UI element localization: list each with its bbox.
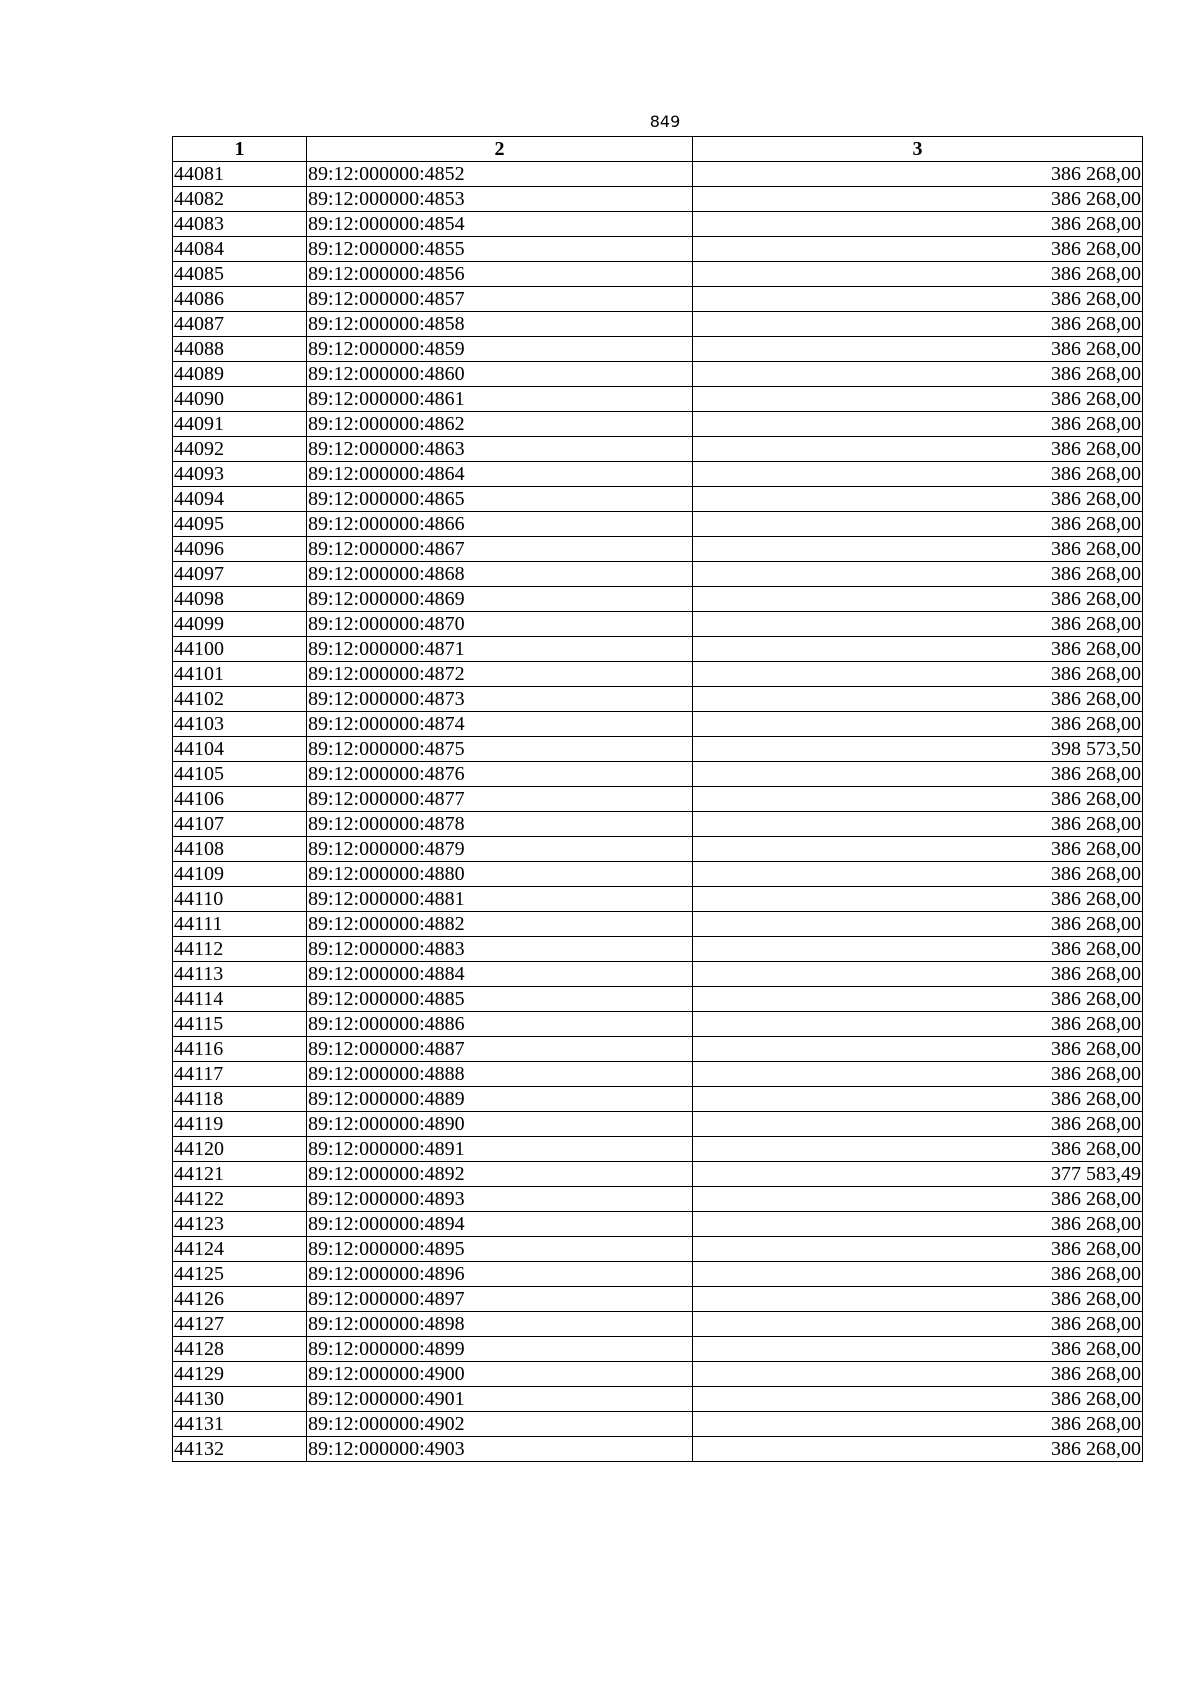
row-number-cell: 44112: [173, 937, 307, 962]
table-row: [173, 312, 1143, 337]
value-cell: 386 268,00: [693, 387, 1143, 412]
row-number-cell: 44104: [173, 737, 307, 762]
cadastral-number-cell: 89:12:000000:4867: [307, 537, 693, 562]
cadastral-number-cell: 89:12:000000:4903: [307, 1437, 693, 1462]
row-number-cell: 44108: [173, 837, 307, 862]
value-cell: 386 268,00: [693, 1112, 1143, 1137]
table-row: [173, 187, 1143, 212]
table-body: [173, 162, 1143, 1462]
row-number-cell: 44109: [173, 862, 307, 887]
row-number-cell: 44091: [173, 412, 307, 437]
value-cell: 386 268,00: [693, 537, 1143, 562]
value-cell: 386 268,00: [693, 462, 1143, 487]
cadastral-number-cell: 89:12:000000:4887: [307, 1037, 693, 1062]
table-row: [173, 1137, 1143, 1162]
row-number-cell: 44120: [173, 1137, 307, 1162]
row-number-cell: 44090: [173, 387, 307, 412]
table-row: [173, 562, 1143, 587]
row-number-cell: 44087: [173, 312, 307, 337]
value-cell: 386 268,00: [693, 437, 1143, 462]
row-number-cell: 44125: [173, 1262, 307, 1287]
table-row: [173, 162, 1143, 187]
row-number-cell: 44114: [173, 987, 307, 1012]
row-number-cell: 44124: [173, 1237, 307, 1262]
cadastral-number-cell: 89:12:000000:4897: [307, 1287, 693, 1312]
value-cell: 386 268,00: [693, 1387, 1143, 1412]
cadastral-number-cell: 89:12:000000:4874: [307, 712, 693, 737]
row-number-cell: 44098: [173, 587, 307, 612]
row-number-cell: 44089: [173, 362, 307, 387]
table-row: [173, 287, 1143, 312]
table-row: [173, 587, 1143, 612]
table-row: [173, 1412, 1143, 1437]
value-cell: 386 268,00: [693, 1262, 1143, 1287]
row-number-cell: 44101: [173, 662, 307, 687]
cadastral-number-cell: 89:12:000000:4898: [307, 1312, 693, 1337]
table-row: [173, 712, 1143, 737]
row-number-cell: 44100: [173, 637, 307, 662]
table-row: [173, 237, 1143, 262]
cadastral-number-cell: 89:12:000000:4896: [307, 1262, 693, 1287]
table-row: [173, 412, 1143, 437]
table-row: [173, 1012, 1143, 1037]
row-number-cell: 44088: [173, 337, 307, 362]
cadastral-number-cell: 89:12:000000:4861: [307, 387, 693, 412]
value-cell: 386 268,00: [693, 1312, 1143, 1337]
table-row: [173, 887, 1143, 912]
value-cell: 386 268,00: [693, 1412, 1143, 1437]
value-cell: 386 268,00: [693, 312, 1143, 337]
cadastral-number-cell: 89:12:000000:4870: [307, 612, 693, 637]
row-number-cell: 44107: [173, 812, 307, 837]
row-number-cell: 44097: [173, 562, 307, 587]
page-number: 849: [649, 112, 681, 131]
row-number-cell: 44127: [173, 1312, 307, 1337]
value-cell: 386 268,00: [693, 812, 1143, 837]
row-number-cell: 44105: [173, 762, 307, 787]
table-row: [173, 512, 1143, 537]
cadastral-number-cell: 89:12:000000:4876: [307, 762, 693, 787]
row-number-cell: 44093: [173, 462, 307, 487]
table-row: [173, 1262, 1143, 1287]
value-cell: 386 268,00: [693, 1337, 1143, 1362]
table-row: [173, 937, 1143, 962]
cadastral-number-cell: 89:12:000000:4878: [307, 812, 693, 837]
table-row: [173, 837, 1143, 862]
value-cell: 386 268,00: [693, 512, 1143, 537]
value-cell: 386 268,00: [693, 562, 1143, 587]
table-row: [173, 1337, 1143, 1362]
table-row: [173, 912, 1143, 937]
value-cell: 386 268,00: [693, 937, 1143, 962]
cadastral-number-cell: 89:12:000000:4869: [307, 587, 693, 612]
cadastral-number-cell: 89:12:000000:4866: [307, 512, 693, 537]
cadastral-number-cell: 89:12:000000:4885: [307, 987, 693, 1012]
cadastral-number-cell: 89:12:000000:4862: [307, 412, 693, 437]
cadastral-number-cell: 89:12:000000:4901: [307, 1387, 693, 1412]
value-cell: 386 268,00: [693, 1087, 1143, 1112]
cadastral-number-cell: 89:12:000000:4857: [307, 287, 693, 312]
table-row: [173, 1187, 1143, 1212]
table-row: [173, 337, 1143, 362]
row-number-cell: 44128: [173, 1337, 307, 1362]
cadastral-number-cell: 89:12:000000:4880: [307, 862, 693, 887]
value-cell: 386 268,00: [693, 212, 1143, 237]
value-cell: 386 268,00: [693, 612, 1143, 637]
header-col-2: 2: [307, 137, 693, 162]
row-number-cell: 44106: [173, 787, 307, 812]
row-number-cell: 44081: [173, 162, 307, 187]
table-header: [173, 137, 1143, 162]
value-cell: 386 268,00: [693, 187, 1143, 212]
value-cell: 386 268,00: [693, 237, 1143, 262]
table-row: [173, 787, 1143, 812]
row-number-cell: 44113: [173, 962, 307, 987]
cadastral-number-cell: 89:12:000000:4865: [307, 487, 693, 512]
cadastral-number-cell: 89:12:000000:4890: [307, 1112, 693, 1137]
cadastral-number-cell: 89:12:000000:4881: [307, 887, 693, 912]
value-cell: 386 268,00: [693, 1212, 1143, 1237]
cadastral-number-cell: 89:12:000000:4852: [307, 162, 693, 187]
cadastral-number-cell: 89:12:000000:4854: [307, 212, 693, 237]
row-number-cell: 44095: [173, 512, 307, 537]
table-row: [173, 212, 1143, 237]
header-col-3: 3: [693, 137, 1143, 162]
table-row: [173, 262, 1143, 287]
row-number-cell: 44129: [173, 1362, 307, 1387]
table-row: [173, 612, 1143, 637]
cadastral-number-cell: 89:12:000000:4855: [307, 237, 693, 262]
table-row: [173, 1437, 1143, 1462]
row-number-cell: 44103: [173, 712, 307, 737]
row-number-cell: 44116: [173, 1037, 307, 1062]
cadastral-number-cell: 89:12:000000:4863: [307, 437, 693, 462]
value-cell: 377 583,49: [693, 1162, 1143, 1187]
row-number-cell: 44115: [173, 1012, 307, 1037]
value-cell: 386 268,00: [693, 662, 1143, 687]
row-number-cell: 44130: [173, 1387, 307, 1412]
cadastral-number-cell: 89:12:000000:4888: [307, 1062, 693, 1087]
cadastral-table: [172, 136, 1143, 1462]
table-row: [173, 1237, 1143, 1262]
table-row: [173, 737, 1143, 762]
row-number-cell: 44094: [173, 487, 307, 512]
row-number-cell: 44121: [173, 1162, 307, 1187]
table-row: [173, 1112, 1143, 1137]
value-cell: 386 268,00: [693, 1237, 1143, 1262]
value-cell: 398 573,50: [693, 737, 1143, 762]
cadastral-number-cell: 89:12:000000:4875: [307, 737, 693, 762]
value-cell: 386 268,00: [693, 362, 1143, 387]
value-cell: 386 268,00: [693, 412, 1143, 437]
cadastral-number-cell: 89:12:000000:4853: [307, 187, 693, 212]
row-number-cell: 44110: [173, 887, 307, 912]
cadastral-number-cell: 89:12:000000:4886: [307, 1012, 693, 1037]
table-row: [173, 812, 1143, 837]
cadastral-number-cell: 89:12:000000:4877: [307, 787, 693, 812]
row-number-cell: 44119: [173, 1112, 307, 1137]
value-cell: 386 268,00: [693, 862, 1143, 887]
table-row: [173, 1037, 1143, 1062]
value-cell: 386 268,00: [693, 162, 1143, 187]
table-row: [173, 1162, 1143, 1187]
row-number-cell: 44096: [173, 537, 307, 562]
row-number-cell: 44085: [173, 262, 307, 287]
cadastral-number-cell: 89:12:000000:4882: [307, 912, 693, 937]
value-cell: 386 268,00: [693, 987, 1143, 1012]
table-row: [173, 687, 1143, 712]
table-row: [173, 437, 1143, 462]
table-row: [173, 862, 1143, 887]
row-number-cell: 44123: [173, 1212, 307, 1237]
cadastral-number-cell: 89:12:000000:4899: [307, 1337, 693, 1362]
header-col-1: 1: [173, 137, 307, 162]
cadastral-number-cell: 89:12:000000:4894: [307, 1212, 693, 1237]
row-number-cell: 44118: [173, 1087, 307, 1112]
value-cell: 386 268,00: [693, 1187, 1143, 1212]
table-row: [173, 1087, 1143, 1112]
cadastral-number-cell: 89:12:000000:4893: [307, 1187, 693, 1212]
cadastral-number-cell: 89:12:000000:4883: [307, 937, 693, 962]
value-cell: 386 268,00: [693, 487, 1143, 512]
table-row: [173, 1387, 1143, 1412]
value-cell: 386 268,00: [693, 787, 1143, 812]
row-number-cell: 44122: [173, 1187, 307, 1212]
cadastral-number-cell: 89:12:000000:4856: [307, 262, 693, 287]
table-row: [173, 962, 1143, 987]
cadastral-number-cell: 89:12:000000:4892: [307, 1162, 693, 1187]
cadastral-number-cell: 89:12:000000:4884: [307, 962, 693, 987]
table-row: [173, 387, 1143, 412]
value-cell: 386 268,00: [693, 262, 1143, 287]
value-cell: 386 268,00: [693, 762, 1143, 787]
value-cell: 386 268,00: [693, 1137, 1143, 1162]
cadastral-number-cell: 89:12:000000:4868: [307, 562, 693, 587]
value-cell: 386 268,00: [693, 962, 1143, 987]
row-number-cell: 44082: [173, 187, 307, 212]
row-number-cell: 44111: [173, 912, 307, 937]
cadastral-number-cell: 89:12:000000:4902: [307, 1412, 693, 1437]
cadastral-number-cell: 89:12:000000:4891: [307, 1137, 693, 1162]
row-number-cell: 44126: [173, 1287, 307, 1312]
table-row: [173, 1212, 1143, 1237]
cadastral-number-cell: 89:12:000000:4895: [307, 1237, 693, 1262]
value-cell: 386 268,00: [693, 1437, 1143, 1462]
value-cell: 386 268,00: [693, 837, 1143, 862]
table-row: [173, 987, 1143, 1012]
row-number-cell: 44099: [173, 612, 307, 637]
table-row: [173, 1312, 1143, 1337]
table-row: [173, 362, 1143, 387]
header-row: [173, 137, 1143, 162]
cadastral-number-cell: 89:12:000000:4864: [307, 462, 693, 487]
value-cell: 386 268,00: [693, 1037, 1143, 1062]
value-cell: 386 268,00: [693, 912, 1143, 937]
cadastral-number-cell: 89:12:000000:4889: [307, 1087, 693, 1112]
value-cell: 386 268,00: [693, 587, 1143, 612]
cadastral-number-cell: 89:12:000000:4860: [307, 362, 693, 387]
table-row: [173, 1362, 1143, 1387]
value-cell: 386 268,00: [693, 687, 1143, 712]
table-row: [173, 1287, 1143, 1312]
value-cell: 386 268,00: [693, 1287, 1143, 1312]
value-cell: 386 268,00: [693, 1012, 1143, 1037]
row-number-cell: 44132: [173, 1437, 307, 1462]
table-row: [173, 537, 1143, 562]
value-cell: 386 268,00: [693, 287, 1143, 312]
value-cell: 386 268,00: [693, 1062, 1143, 1087]
row-number-cell: 44092: [173, 437, 307, 462]
cadastral-number-cell: 89:12:000000:4858: [307, 312, 693, 337]
cadastral-number-cell: 89:12:000000:4859: [307, 337, 693, 362]
table-row: [173, 762, 1143, 787]
value-cell: 386 268,00: [693, 637, 1143, 662]
cadastral-number-cell: 89:12:000000:4900: [307, 1362, 693, 1387]
row-number-cell: 44102: [173, 687, 307, 712]
value-cell: 386 268,00: [693, 337, 1143, 362]
row-number-cell: 44131: [173, 1412, 307, 1437]
value-cell: 386 268,00: [693, 712, 1143, 737]
cadastral-number-cell: 89:12:000000:4873: [307, 687, 693, 712]
value-cell: 386 268,00: [693, 1362, 1143, 1387]
cadastral-number-cell: 89:12:000000:4871: [307, 637, 693, 662]
table-row: [173, 1062, 1143, 1087]
row-number-cell: 44084: [173, 237, 307, 262]
cadastral-number-cell: 89:12:000000:4879: [307, 837, 693, 862]
table-row: [173, 662, 1143, 687]
row-number-cell: 44086: [173, 287, 307, 312]
table-row: [173, 462, 1143, 487]
row-number-cell: 44117: [173, 1062, 307, 1087]
table-row: [173, 487, 1143, 512]
row-number-cell: 44083: [173, 212, 307, 237]
value-cell: 386 268,00: [693, 887, 1143, 912]
cadastral-number-cell: 89:12:000000:4872: [307, 662, 693, 687]
table-row: [173, 637, 1143, 662]
